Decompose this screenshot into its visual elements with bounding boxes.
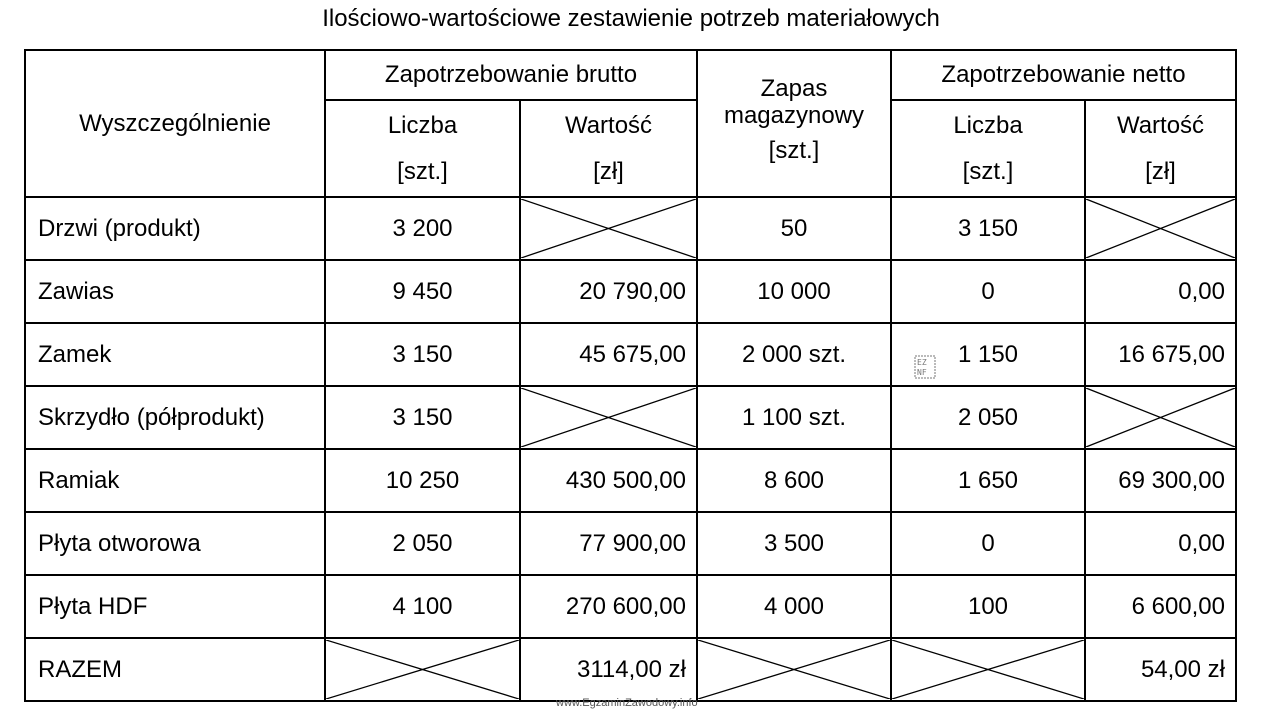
header-stock [697,50,891,197]
watermark: www.EgzaminZawodowy.info [556,697,698,709]
row-gross-qty: 9 450 [325,260,520,323]
row-gross-value: 45 675,00 [520,323,697,386]
row-stock: 3 500 [697,512,891,575]
header-gross-qty-unit: [szt.] [397,157,448,185]
row-name: Zamek [25,323,325,386]
row-gross-qty: 10 250 [325,449,520,512]
row-net-value: 69 300,00 [1085,449,1236,512]
crossed-cell [520,197,697,260]
crossed-cell [1085,386,1236,449]
row-stock: 50 [697,197,891,260]
row-gross-qty: 3 150 [325,323,520,386]
total-row [25,638,1236,701]
table-row [25,197,1236,260]
row-name: Płyta HDF [25,575,325,638]
row-gross-qty: 2 050 [325,512,520,575]
header-net-qty-unit: [szt.] [962,157,1014,185]
row-net-value: 6 600,00 [1085,575,1236,638]
row-name: Płyta otworowa [25,512,325,575]
header-net-qty-label: Liczba [953,111,1023,139]
header-gross-value-label: Wartość [564,111,653,139]
row-stock: 1 100 szt. [697,386,891,449]
crossed-cell [325,638,520,701]
header-gross-value [520,100,697,197]
svg-text:NF: NF [917,368,927,377]
header-stock-unit: [szt.] [768,136,820,164]
row-name: Ramiak [25,449,325,512]
header-stock-line1: Zapas [760,74,828,102]
crossed-cell [1085,197,1236,260]
row-net-value: 0,00 [1085,512,1236,575]
table-row [25,575,1236,638]
row-net-qty: 3 150 [891,197,1085,260]
row-name: Zawias [25,260,325,323]
table-title: Ilościowo-wartościowe zestawienie potrzeb materiałowych [322,5,940,32]
row-net-qty: 2 050 [891,386,1085,449]
row-stock: 8 600 [697,449,891,512]
header-gross: Zapotrzebowanie brutto [325,50,697,100]
total-net-value: 54,00 zł [1085,638,1236,701]
row-net-qty: 1 150 [891,323,1085,386]
header-gross-qty [325,100,520,197]
header-stock-line2: magazynowy [723,101,865,129]
row-gross-value: 77 900,00 [520,512,697,575]
row-stock: 4 000 [697,575,891,638]
row-stock: 10 000 [697,260,891,323]
header-net-qty [891,100,1085,197]
row-stock: 2 000 szt. [697,323,891,386]
row-gross-value: 20 790,00 [520,260,697,323]
table-row [25,260,1236,323]
table-body [25,197,1236,638]
header-gross-value-unit: [zł] [593,157,624,185]
crossed-cell [697,638,891,701]
header-net: Zapotrzebowanie netto [891,50,1236,100]
row-gross-qty: 3 150 [325,386,520,449]
row-gross-qty: 3 200 [325,197,520,260]
row-net-qty: 0 [891,260,1085,323]
header-net-value-unit: [zł] [1145,157,1176,185]
row-gross-value: 270 600,00 [520,575,697,638]
table-row [25,386,1236,449]
header-net-value [1085,100,1236,197]
total-label: RAZEM [25,638,325,701]
row-name: Skrzydło (półprodukt) [25,386,325,449]
header-net-value-label: Wartość [1116,111,1205,139]
table-row [25,449,1236,512]
row-gross-qty: 4 100 [325,575,520,638]
total-gross-value: 3114,00 zł [520,638,697,701]
row-gross-value: 430 500,00 [520,449,697,512]
crossed-cell [520,386,697,449]
row-net-value: 16 675,00 [1085,323,1236,386]
egz-stamp-icon [914,355,936,379]
row-net-value: 0,00 [1085,260,1236,323]
row-net-qty: 1 650 [891,449,1085,512]
table-row [25,512,1236,575]
row-name: Drzwi (produkt) [25,197,325,260]
row-net-qty: 0 [891,512,1085,575]
crossed-cell [891,638,1085,701]
svg-text:EZ: EZ [917,358,927,367]
table-row [25,323,1236,386]
row-net-qty: 100 [891,575,1085,638]
header-item: Wyszczególnienie [25,50,325,197]
header-gross-qty-label: Liczba [387,111,458,139]
materials-table [24,49,1237,702]
